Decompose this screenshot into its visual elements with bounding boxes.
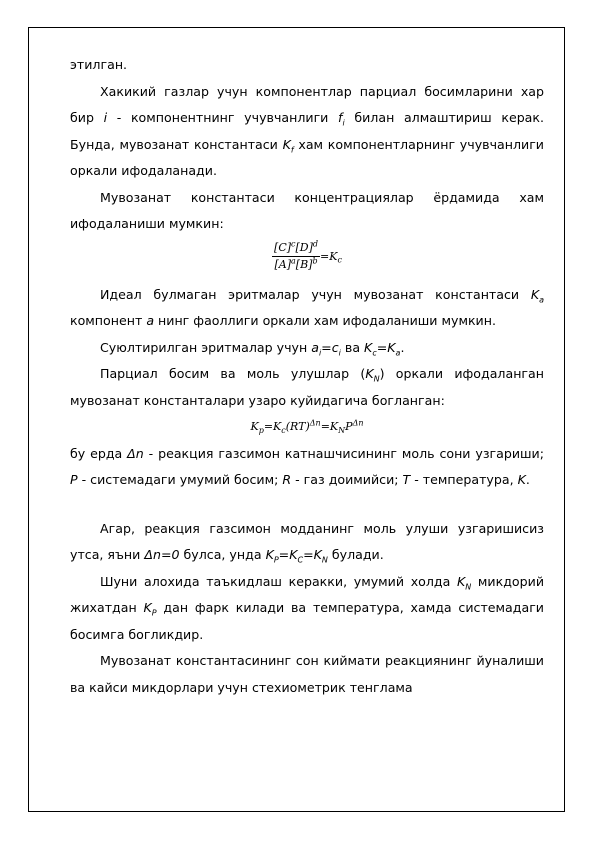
document-body <box>70 52 544 701</box>
paragraph-no-change: Агар, реакция газсимон модданинг моль улуши узгаришисиз утса, яъни Δn=0 булса, унда $K_P=K_C=K_N$ булади. <box>70 520 544 565</box>
line-continuation: этилган. <box>70 57 128 72</box>
paragraph-numeric-value: Мувозанат константасининг сон киймати реакциянинг йуналиши ва кайси микдорлари учун стехиометрик тенглама <box>70 653 544 695</box>
paragraph-where: бу ерда Δn - реакция газсимон катнашчисининг моль сони узгариши; P - системадаги умумий босим; R - газ доимийси; T - температура, K. <box>70 445 544 487</box>
equation-kc-fraction <box>272 240 320 273</box>
equation-kp: $K_p=K_c(RT)^{\Delta n}=K_NP^{\Delta n}$ <box>250 418 364 436</box>
equation-kc-numerator: $[C]^c[D]^d$ <box>272 240 320 257</box>
paragraph-partial-pressure: Парциал босим ва моль улушлар $(K_N)$ оркали ифодаланган мувозанат константалари узаро куйидагича богланган: <box>70 366 545 408</box>
paragraph-dilute: Суюлтирилган эритмалар учун $a_i=c_i$ ва $K_c=K_a$. <box>100 339 405 358</box>
paragraph-concentration: Мувозанат константаси концентрациялар ёрдамида хам ифодаланиши мумкин: <box>70 189 544 231</box>
paragraph-kn-dependence: Шуни алохида таъкидлаш керакки, умумий холда $K_N$ микдорий жихатдан $K_P$ дан фарк килади ва температура, хамда системадаги босимга богликдир. <box>70 573 545 642</box>
equation-kc-denominator: $[A]^a[B]^b$ <box>274 255 318 271</box>
paragraph-activity: Идеал булмаган эритмалар учун мувозанат константаси $K_a$ компонент a нинг фаоллиги оркали хам ифодаланиши мумкин. <box>70 286 544 328</box>
equation-kc: $\frac{[C]^c[D]^d}{[A]^a[B]^b}$ $=K_c$ <box>274 238 342 271</box>
paragraph-fugacity: Хакикий газлар учун компонентлар парциал босимларини хар бир i - компонентнинг учувчанлиги $f_i$ билан алмаштириш керак. Бунда, мувозанат константаси $K_f$ хам компонентларнинг учувчанлиги оркали ифодаланади. <box>70 83 545 178</box>
spacer <box>70 494 544 516</box>
